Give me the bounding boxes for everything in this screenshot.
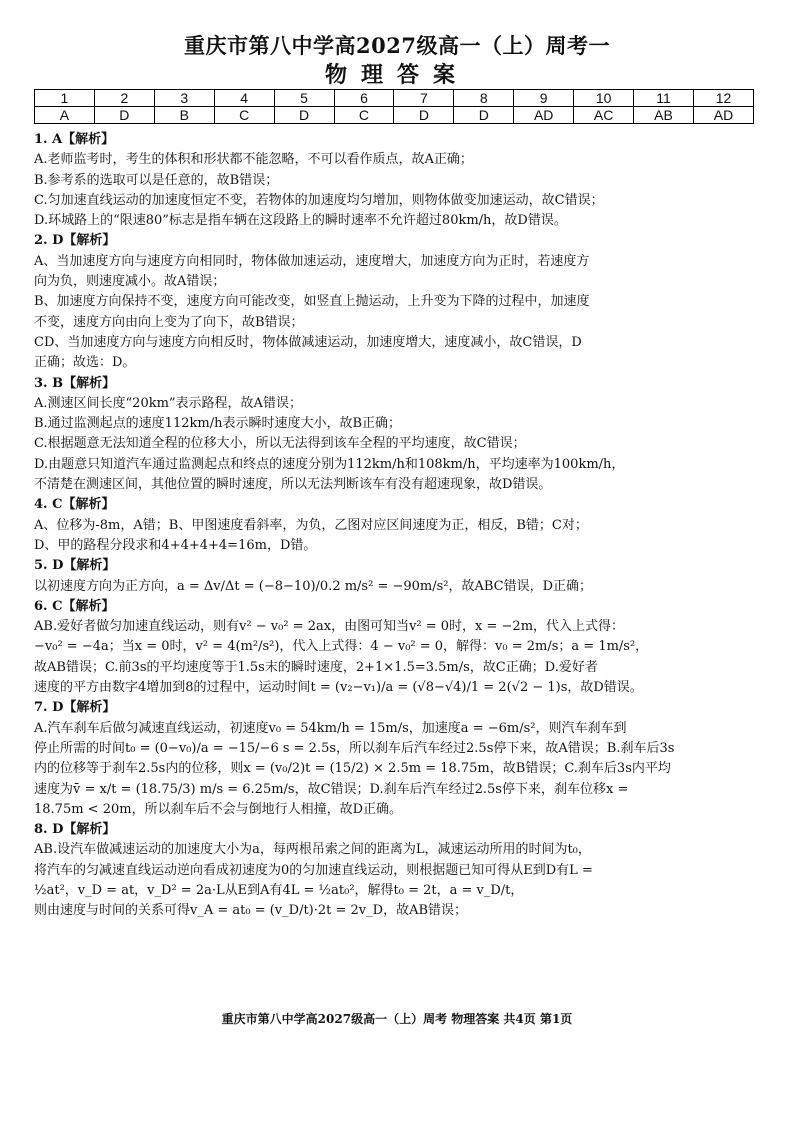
answer-cell: D (94, 107, 154, 124)
answer-table-answer-row (35, 107, 754, 124)
answer-cell: C (334, 107, 394, 124)
solution-line: 速度的平方由数字4增加到8的过程中，运动时间t = (v₂−v₁)/a = (√8−√4)/1 = 2(√2 − 1)s，故D错误。 (34, 680, 643, 696)
solution-line: 不清楚在测速区间，其他位置的瞬时速度，所以无法判断该车有没有超速现象，故D错误。 (34, 477, 552, 493)
solution-line: D、甲的路程分段求和4+4+4+4=16m，D错。 (34, 537, 317, 553)
question-heading: 8. D【解析】 (34, 822, 116, 838)
page-subtitle: 物理答案 (324, 62, 469, 88)
solution-line: C.匀加速直线运动的加速度恒定不变，若物体的加速度均匀增加，则物体做变加速运动，故C错误； (34, 192, 604, 208)
solutions-body (34, 130, 764, 922)
solution-line: D.由题意只知道汽车通过监测起点和终点的速度分别为112km/h和108km/h，平均速率为100km/h， (34, 456, 625, 472)
answer-table-number-row (35, 90, 754, 107)
solution-line: ½at²，v_D = at，v_D² = 2a·L从E到A有4L = ½at₀²，解得t₀ = 2t，a = v_D/t， (34, 882, 524, 898)
question-heading: 4. C【解析】 (34, 497, 115, 513)
answer-cell: C (214, 107, 274, 124)
answer-cell: D (394, 107, 454, 124)
answer-cell: D (274, 107, 334, 124)
question-number: 3 (154, 90, 214, 107)
solution-line: 正确；故选：D。 (34, 355, 136, 371)
answer-cell: AC (574, 107, 634, 124)
solution-line: 不变，速度方向由向上变为了向下，故B错误； (34, 314, 304, 330)
answer-cell: B (154, 107, 214, 124)
answer-cell: AB (634, 107, 694, 124)
question-number: 2 (94, 90, 154, 107)
solution-line: 18.75m < 20m，所以刹车后不会与倒地行人相撞，故D正确。 (34, 801, 402, 817)
question-heading: 1. A【解析】 (34, 132, 115, 147)
solution-line: 向为负，则速度减小。故A错误； (34, 274, 226, 290)
question-heading: 7. D【解析】 (34, 700, 116, 716)
solution-line: 内的位移等于刹车2.5s内的位移，则x = (v₀/2)t = (15/2) × 2.5m = 18.75m，故B错误；C.刹车后3s内平均 (34, 761, 671, 777)
question-heading: 6. C【解析】 (34, 598, 115, 614)
solution-line: A.测速区间长度“20km”表示路程，故A错误； (34, 395, 302, 411)
question-heading: 5. D【解析】 (34, 558, 116, 574)
solution-line: CD、当加速度方向与速度方向相反时，物体做减速运动，加速度增大，速度减小，故C错误，D (34, 334, 582, 350)
answer-table (34, 89, 754, 124)
question-number: 6 (334, 90, 394, 107)
question-number: 4 (214, 90, 274, 107)
page-footer: 重庆市第八中学高2027级高一（上）周考 物理答案 共4页 第1页 (221, 1012, 573, 1026)
question-number: 8 (454, 90, 514, 107)
page-title: 重庆市第八中学高2027级高一（上）周考一 (184, 33, 610, 58)
solution-line: 速度为v̄ = x/t = (18.75/3) m/s = 6.25m/s，故C错误；D.刹车后汽车经过2.5s停下来，刹车位移x = (34, 781, 629, 797)
question-number: 1 (35, 90, 95, 107)
solution-line: A.汽车刹车后做匀减速直线运动，初速度v₀ = 54km/h = 15m/s，加速度a = −6m/s²，则汽车刹车到 (34, 720, 627, 736)
answer-cell: A (35, 107, 95, 124)
solution-line: A、位移为-8m，A错；B、甲图速度看斜率，为负，乙图对应区间速度为正，相反，B错；C对； (34, 517, 588, 533)
question-number: 11 (634, 90, 694, 107)
solution-line: D.环城路上的“限速80”标志是指车辆在这段路上的瞬时速率不允许超过80km/h，故D错误。 (34, 213, 567, 229)
answer-cell: AD (514, 107, 574, 124)
question-number: 12 (693, 90, 753, 107)
solution-line: AB.设汽车做减速运动的加速度大小为a，每两根吊索之间的距离为L，减速运动所用的时间为t₀， (34, 842, 591, 858)
solution-line: 以初速度方向为正方向，a = Δv/Δt = (−8−10)/0.2 m/s² = −90m/s²，故ABC错误，D正确； (34, 578, 593, 594)
solution-line: AB.爱好者做匀加速直线运动，则有v² − v₀² = 2ax，由图可知当v² = 0时，x = −2m，代入上式得： (34, 619, 625, 635)
solution-line: B、加速度方向保持不变，速度方向可能改变，如竖直上抛运动，上升变为下降的过程中，加速度 (34, 294, 590, 310)
solution-line: 故AB错误；C.前3s的平均速度等于1.5s末的瞬时速度，2+1×1.5=3.5m/s，故C正确；D.爱好者 (34, 659, 598, 675)
question-heading: 3. B【解析】 (34, 375, 116, 391)
question-number: 7 (394, 90, 454, 107)
solution-line: A、当加速度方向与速度方向相同时，物体做加速运动，速度增大，加速度方向为正时，若速度方 (34, 253, 590, 269)
question-number: 5 (274, 90, 334, 107)
solution-line: C.根据题意无法知道全程的位移大小，所以无法得到该车全程的平均速度，故C错误； (34, 436, 526, 452)
solution-line: 将汽车的匀减速直线运动逆向看成初速度为0的匀加速直线运动，则根据题已知可得从E到D有L = (34, 862, 593, 878)
answer-cell: D (454, 107, 514, 124)
answer-cell: AD (693, 107, 753, 124)
solution-line: B.通过监测起点的速度112km/h表示瞬时速度大小，故B正确； (34, 416, 402, 432)
question-number: 10 (574, 90, 634, 107)
solution-line: 停止所需的时间t₀ = (0−v₀)/a = −15/−6 s = 2.5s，所以刹车后汽车经过2.5s停下来，故A错误；B.刹车后3s (34, 740, 675, 756)
solution-line: −v₀² = −4a；当x = 0时，v² = 4(m²/s²)，代入上式得：4 − v₀² = 0，解得：v₀ = 2m/s；a = 1m/s²， (34, 639, 649, 655)
question-number: 9 (514, 90, 574, 107)
solution-line: A.老师监考时，考生的体积和形状都不能忽略，不可以看作质点，故A正确； (34, 152, 473, 168)
solution-line: B.参考系的选取可以是任意的，故B错误； (34, 172, 279, 188)
question-heading: 2. D【解析】 (34, 233, 116, 249)
solution-line: 则由速度与时间的关系可得v_A = at₀ = (v_D/t)·2t = 2v_D，故AB错误； (34, 903, 468, 919)
